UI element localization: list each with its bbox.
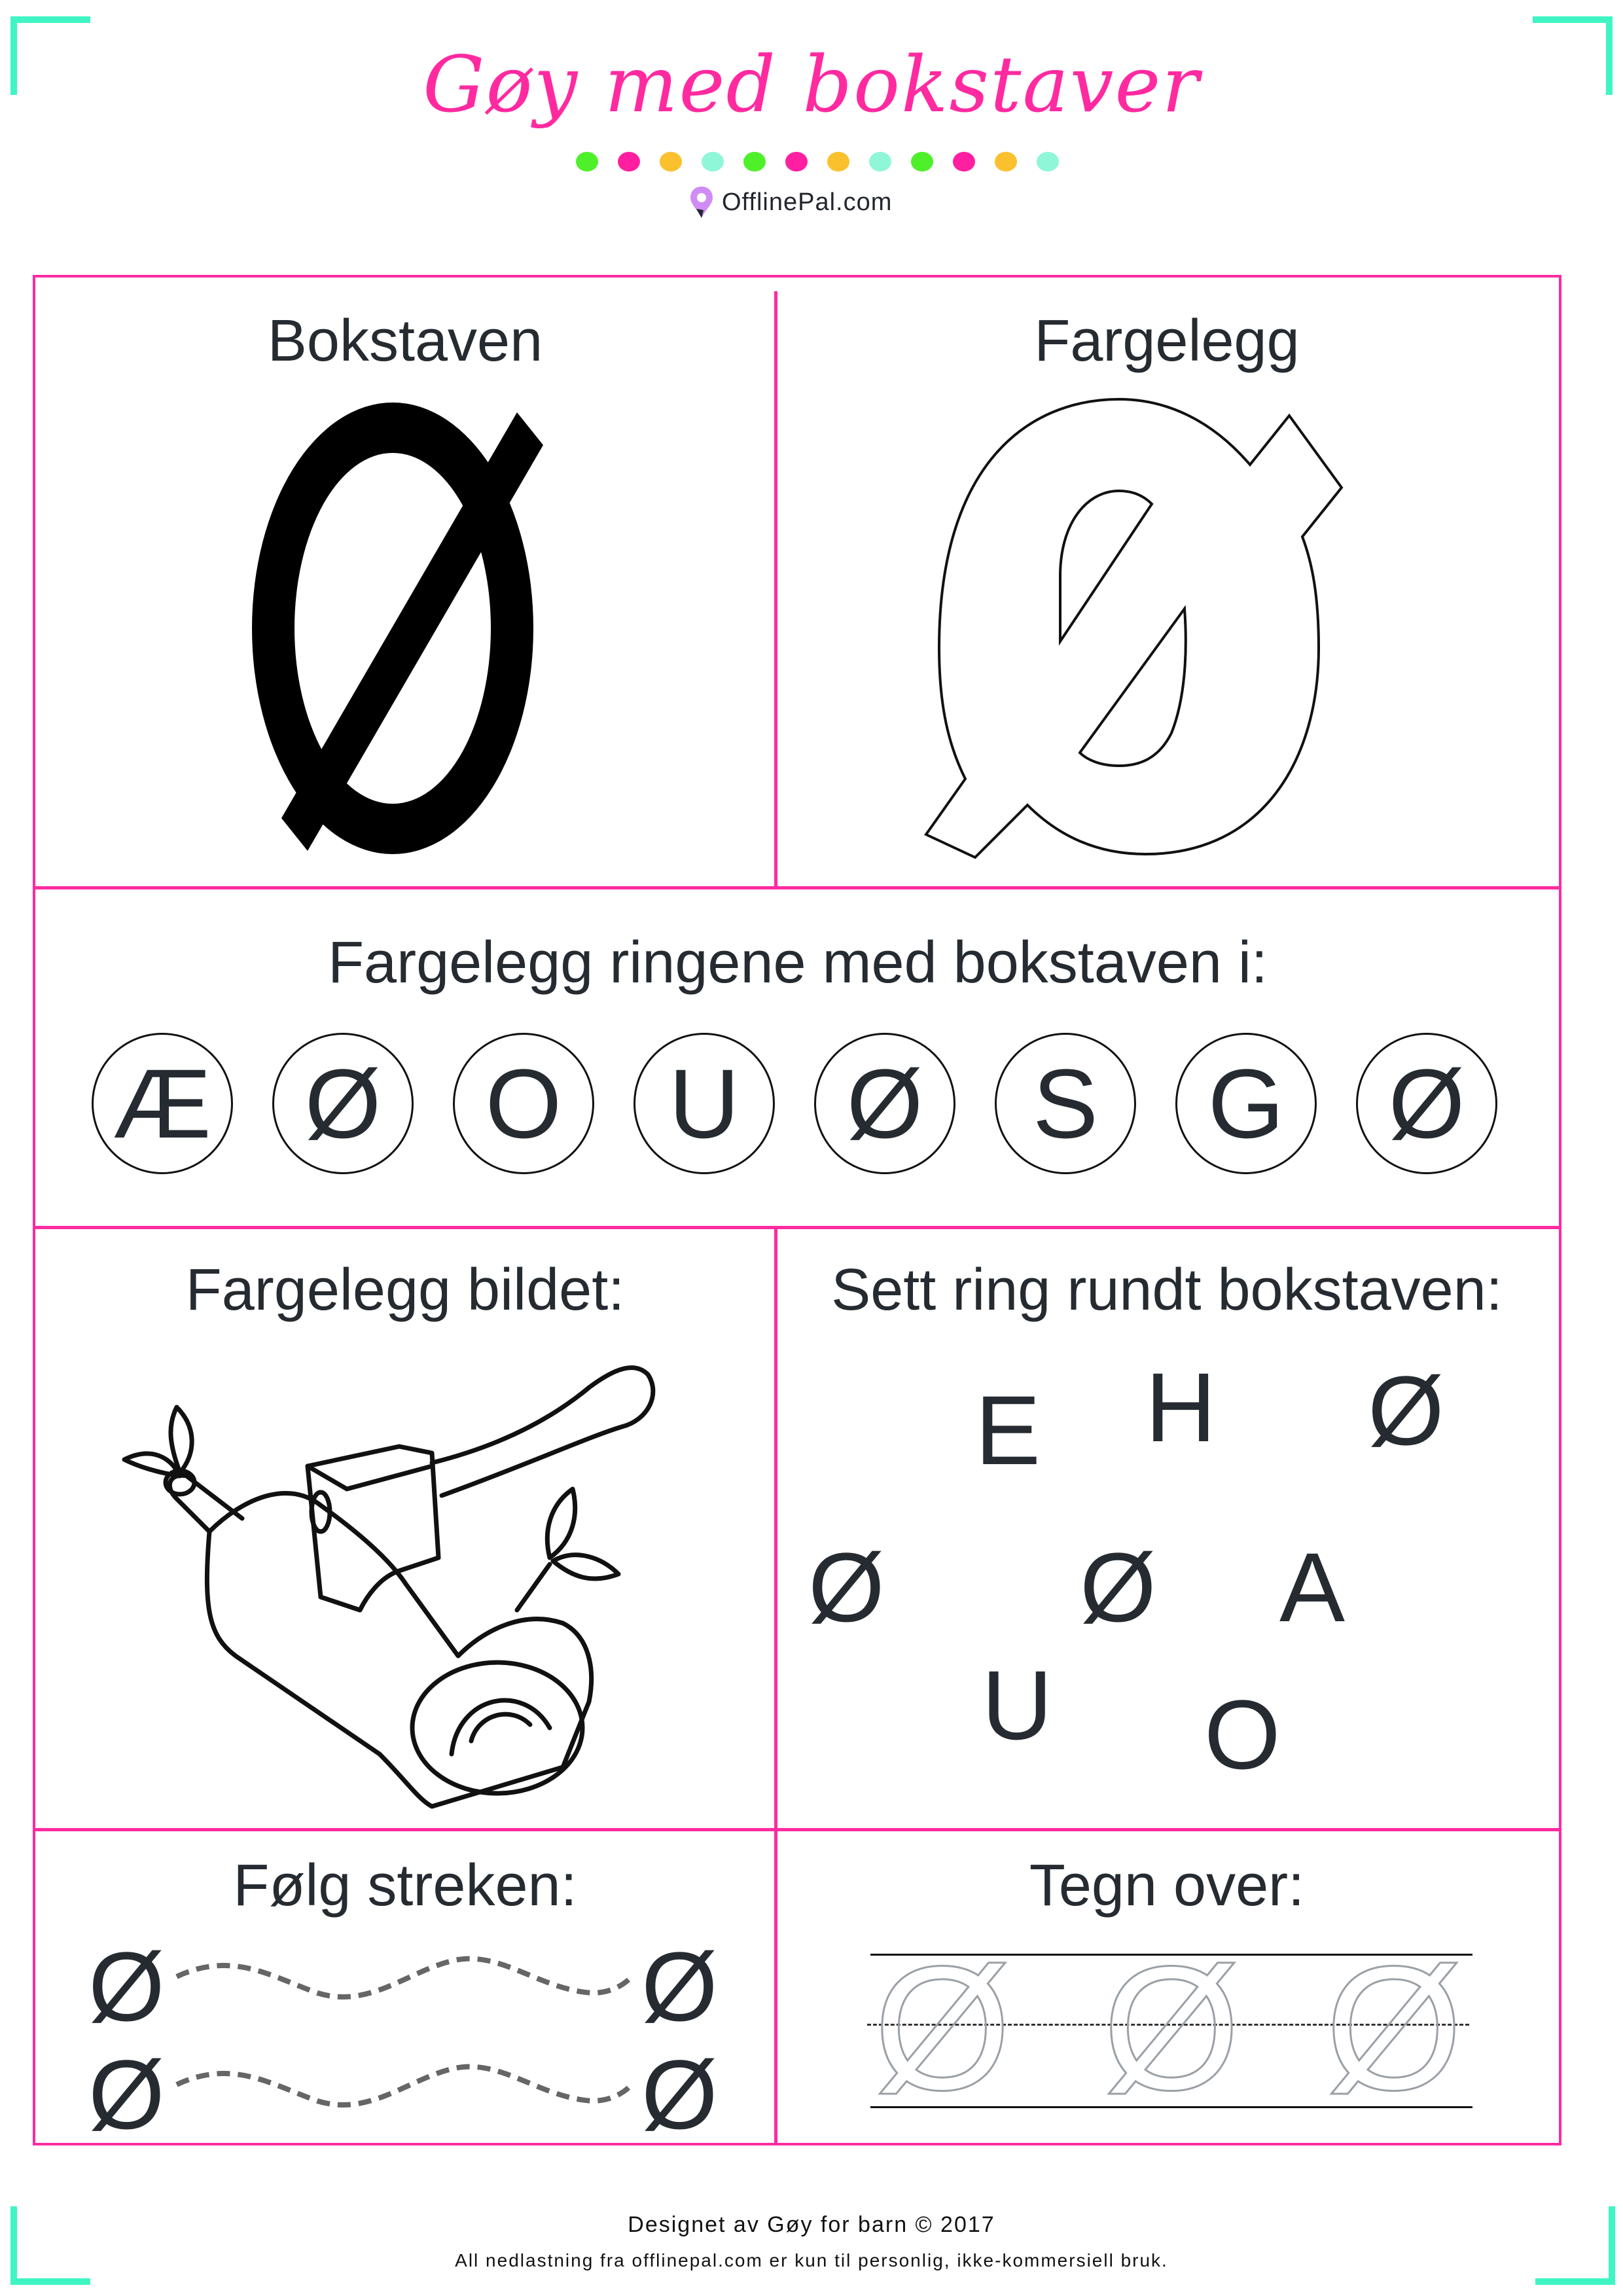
follow-end-letter-2: Ø: [641, 2039, 718, 2149]
brand-name: OfflinePal.com: [722, 188, 893, 216]
trace-letter-1[interactable]: Ø: [874, 1930, 1012, 2127]
section-heading-rings: Fargelegg ringene med bokstaven i:: [328, 930, 1268, 996]
decorative-dots: [576, 152, 1059, 171]
scatter-letter[interactable]: Ø: [808, 1532, 885, 1642]
ring-row: [92, 1033, 1497, 1174]
scatter-letter[interactable]: H: [1145, 1352, 1217, 1462]
follow-start-letter-1: Ø: [88, 1931, 165, 2041]
section-heading-trace: Tegn over:: [1029, 1853, 1305, 1918]
section-heading-circle: Sett ring rundt bokstaven:: [831, 1257, 1503, 1323]
decorative-dot: [911, 152, 933, 171]
ring-letter[interactable]: U: [633, 1033, 775, 1174]
scatter-letter[interactable]: Ø: [1080, 1532, 1156, 1642]
scatter-letter[interactable]: Ø: [1368, 1355, 1444, 1465]
divider-horizontal-3: [33, 1828, 1561, 1831]
ring-letter[interactable]: Æ: [92, 1033, 233, 1174]
section-heading-color: Fargelegg: [1034, 308, 1300, 374]
scatter-letter[interactable]: A: [1279, 1532, 1346, 1642]
divider-horizontal-2: [33, 1226, 1561, 1229]
brand: [690, 187, 892, 218]
letter-oe-solid: [209, 399, 576, 857]
ring-letter[interactable]: Ø: [272, 1033, 414, 1174]
footer-notice: All nedlastning fra offlinepal.com er kun til personlig, ikke-kommersiell bruk.: [455, 2250, 1168, 2270]
scatter-letter[interactable]: O: [1204, 1679, 1281, 1789]
ring-letter[interactable]: Ø: [814, 1033, 955, 1174]
follow-end-letter-1: Ø: [641, 1931, 718, 2041]
decorative-dot: [995, 152, 1017, 171]
decorative-dot: [702, 152, 724, 171]
axe-log-illustration: [92, 1348, 713, 1823]
ring-letter[interactable]: O: [453, 1033, 594, 1174]
ring-letter[interactable]: Ø: [1356, 1033, 1497, 1174]
follow-start-letter-2: Ø: [88, 2039, 165, 2149]
divider-horizontal-1: [33, 886, 1561, 889]
page-title: Gøy med bokstaver: [423, 39, 1200, 130]
scatter-letter[interactable]: E: [975, 1375, 1041, 1485]
decorative-dot: [1037, 152, 1059, 171]
decorative-dot: [827, 152, 849, 171]
scatter-letter[interactable]: U: [982, 1650, 1053, 1760]
decorative-dot: [869, 152, 891, 171]
divider-vertical-top: [774, 291, 777, 887]
section-heading-picture: Fargelegg bildet:: [185, 1257, 625, 1323]
decorative-dot: [618, 152, 640, 171]
decorative-dot: [785, 152, 808, 171]
trace-letter-2[interactable]: Ø: [1103, 1930, 1241, 2127]
footer-credit: Designet av Gøy for barn © 2017: [628, 2212, 995, 2237]
section-heading-follow: Følg streken:: [233, 1853, 577, 1918]
decorative-dot: [743, 152, 766, 171]
outline-letter: [923, 393, 1414, 867]
decorative-dot: [953, 152, 975, 171]
section-heading-letter: Bokstaven: [267, 308, 543, 374]
divider-vertical-bottom: [774, 1229, 777, 2145]
ring-letter[interactable]: G: [1175, 1033, 1317, 1174]
big-letter: [209, 399, 576, 861]
dashed-wave-paths[interactable]: [173, 1950, 632, 2147]
decorative-dot: [660, 152, 682, 171]
trace-letter-3[interactable]: Ø: [1325, 1930, 1463, 2127]
location-pin-icon: [690, 187, 713, 218]
letter-oe-outline: [923, 393, 1414, 864]
decorative-dot: [576, 152, 598, 171]
ring-letter[interactable]: S: [995, 1033, 1136, 1174]
